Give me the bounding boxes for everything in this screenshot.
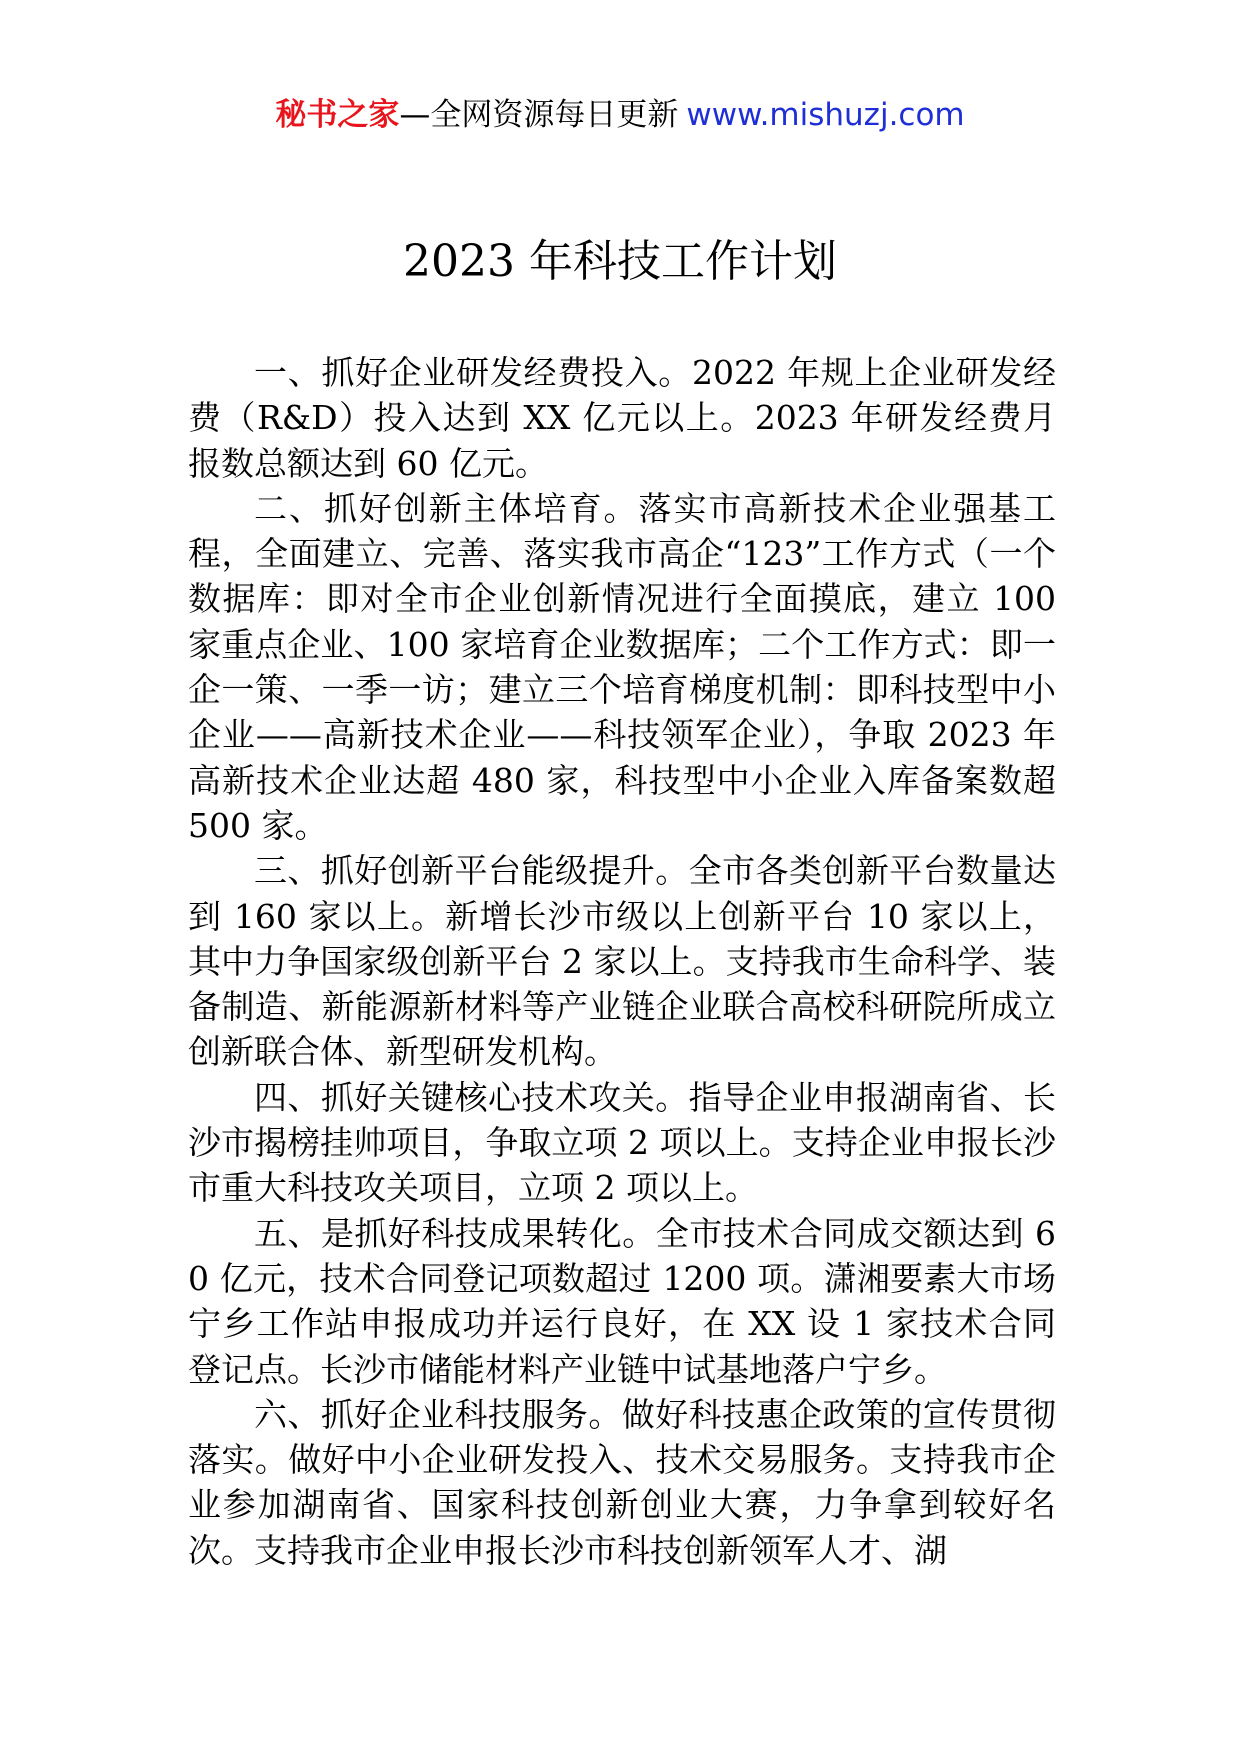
paragraph-1: 一、抓好企业研发经费投入。2022 年规上企业研发经费（R&D）投入达到 XX 亿元以上。2023 年研发经费月报数总额达到 60 亿元。 [188, 353, 1056, 483]
site-header [0, 95, 1240, 135]
site-brand: 秘书之家 [275, 97, 400, 133]
site-url: www.mishuzj.com [686, 97, 965, 133]
paragraph-3: 三、抓好创新平台能级提升。全市各类创新平台数量达到 160 家以上。新增长沙市级以上创新平台 10 家以上，其中力争国家级创新平台 2 家以上。支持我市生命科学、装备制造、新能源新材料等产业链企业联合高校科研院所成立创新联合体、新型研发机构。 [188, 851, 1056, 1072]
paragraph-6: 六、抓好企业科技服务。做好科技惠企政策的宣传贯彻落实。做好中小企业研发投入、技术交易服务。支持我市企业参加湖南省、国家科技创新创业大赛，力争拿到较好名次。支持我市企业申报长沙市科技创新领军人才、湖 [188, 1394, 1056, 1570]
paragraph-5: 五、是抓好科技成果转化。全市技术合同成交额达到 60 亿元，技术合同登记项数超过 1200 项。潇湘要素大市场宁乡工作站申报成功并运行良好，在 XX 设 1 家技术合同登记点。长沙市储能材料产业链中试基地落户宁乡。 [188, 1213, 1056, 1389]
paragraph-4: 四、抓好关键核心技术攻关。指导企业申报湖南省、长沙市揭榜挂帅项目，争取立项 2 项以上。支持企业申报长沙市重大科技攻关项目，立项 2 项以上。 [188, 1077, 1056, 1208]
site-tagline: —全网资源每日更新 [399, 97, 679, 133]
document-title: 2023 年科技工作计划 [403, 236, 837, 287]
paragraph-2: 二、抓好创新主体培育。落实市高新技术企业强基工程，全面建立、完善、落实我市高企“123”工作方式（一个数据库：即对全市企业创新情况进行全面摸底，建立 100 家重点企业、100 家培育企业数据库；二个工作方式：即一企一策、一季一访；建立三个培育梯度机制：即科技型中小企业——高新技术企业——科技领军企业），争取 2023 年高新技术企业达超 480 家，科技型中小企业入库备案数超 500 家。 [188, 488, 1056, 845]
document-body [188, 350, 1056, 1573]
